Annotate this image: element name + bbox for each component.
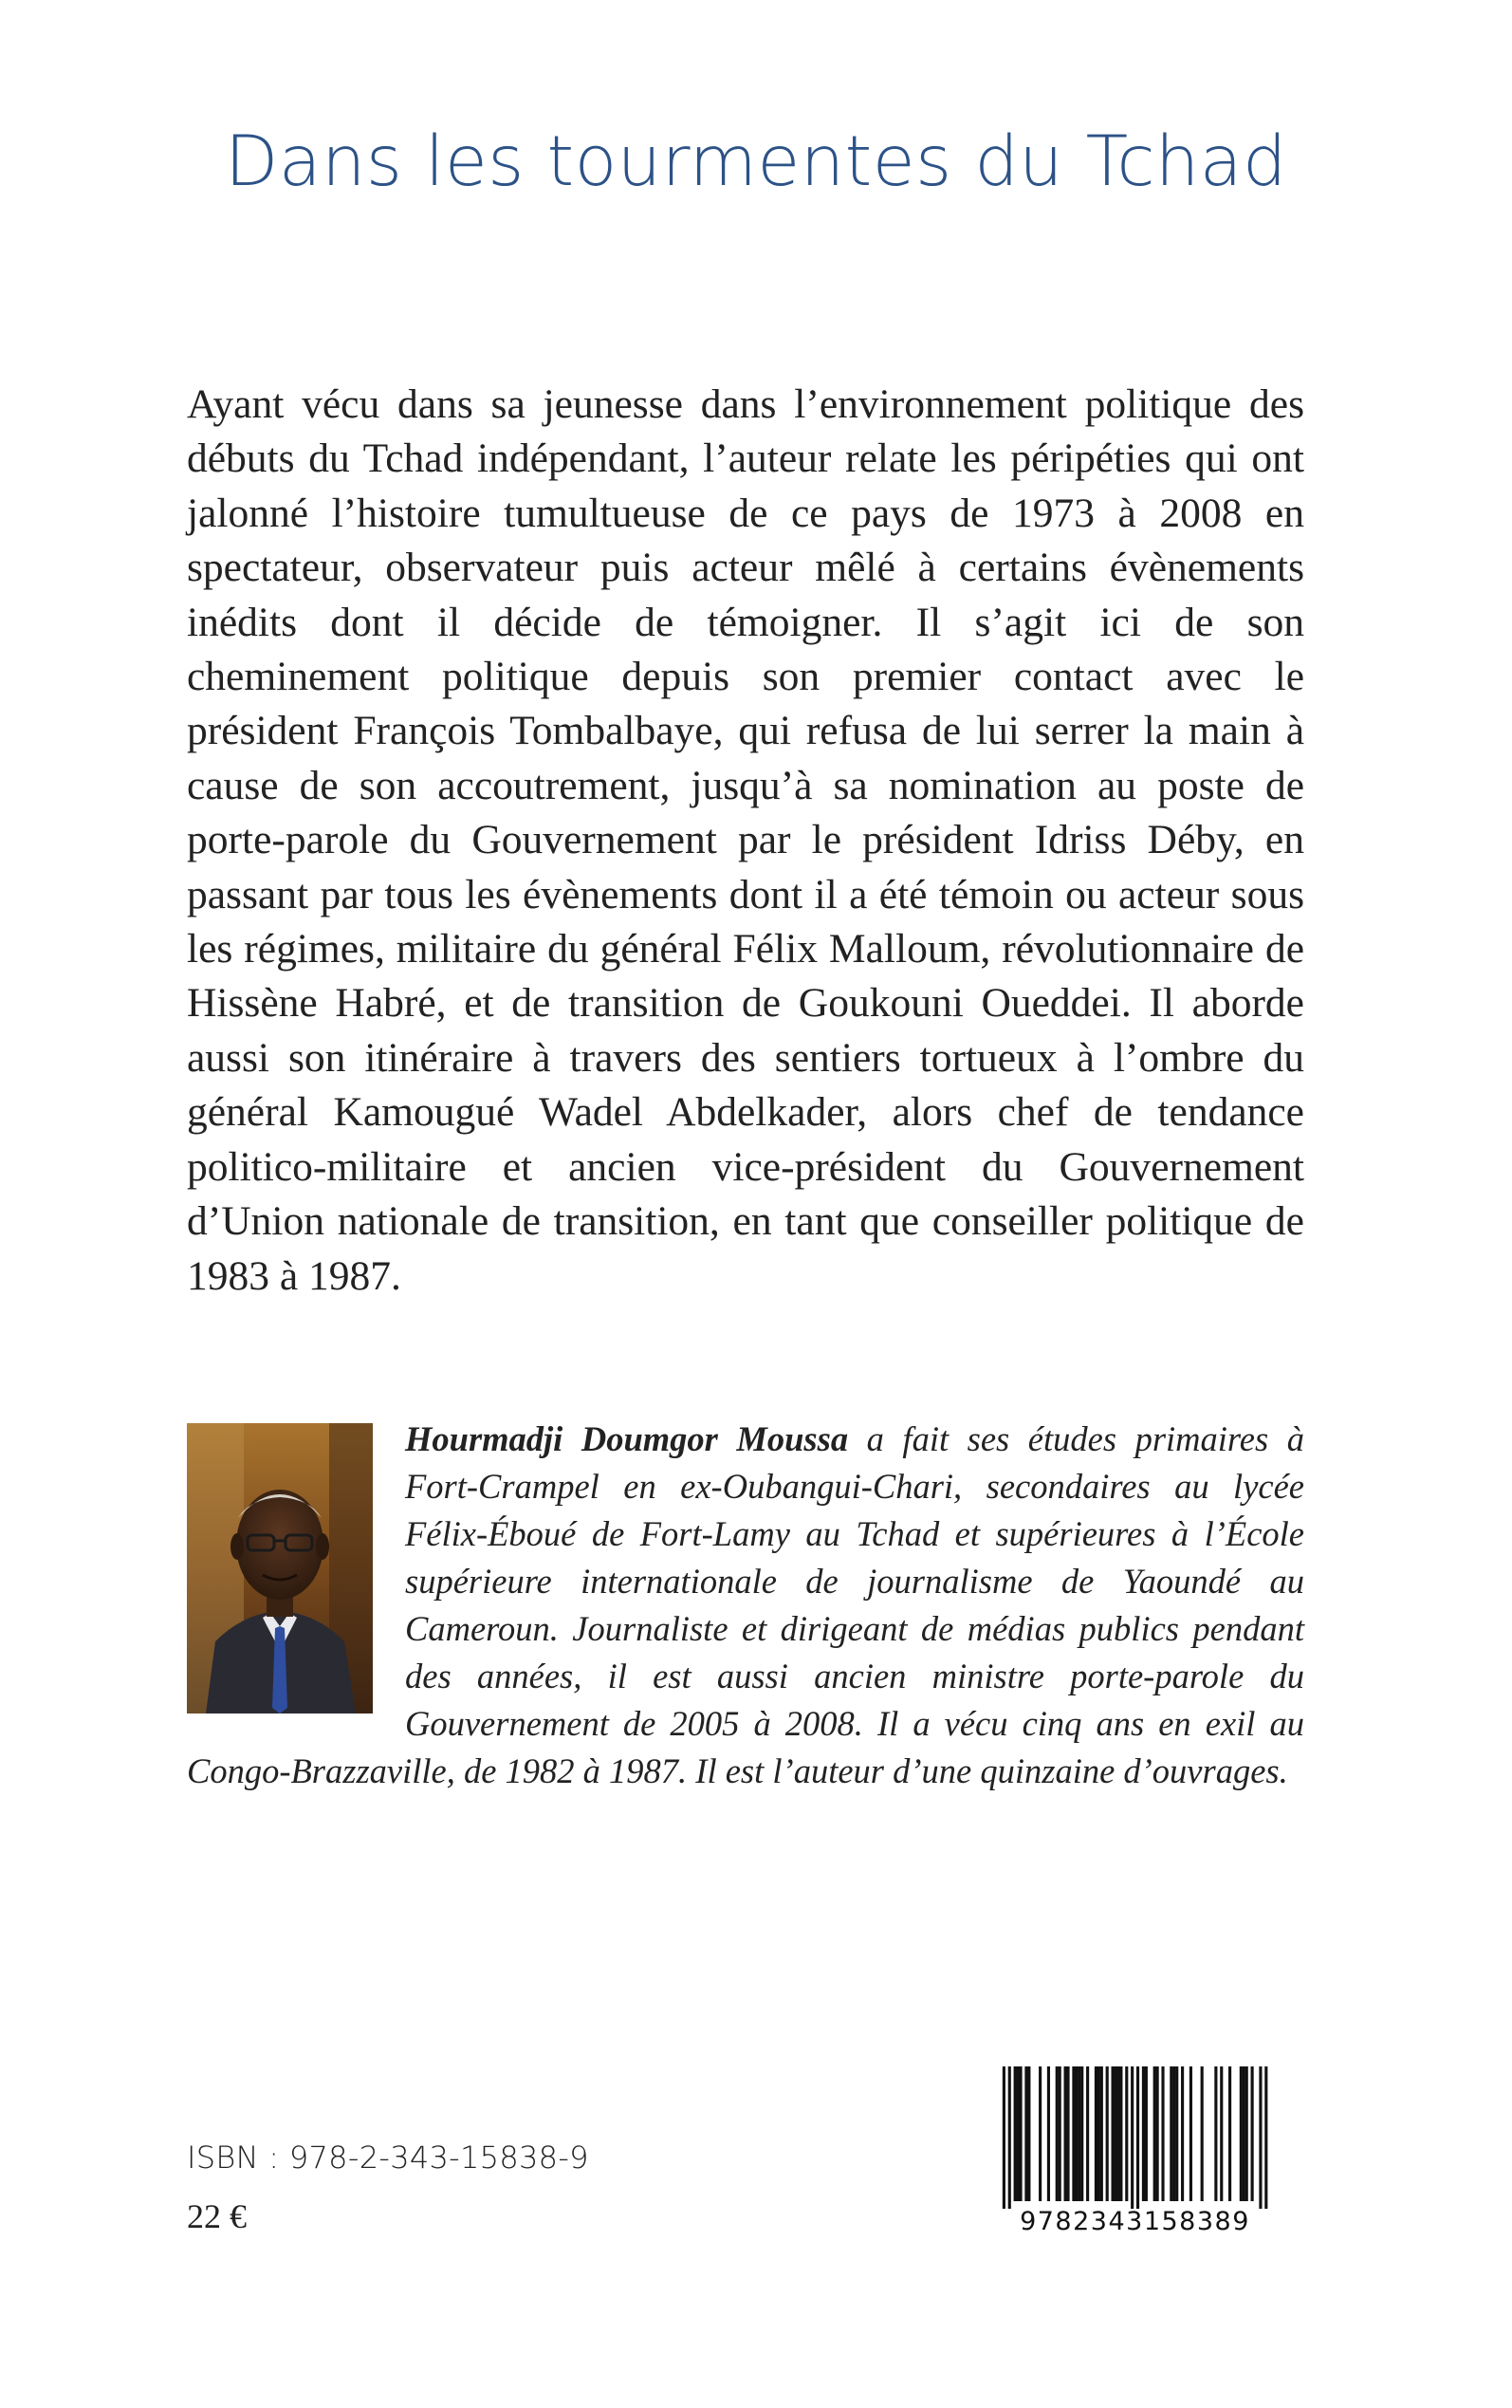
barcode-bar — [1008, 2066, 1011, 2209]
barcode-digits: 9782343158389 — [1020, 2207, 1250, 2236]
barcode-bars — [994, 2066, 1276, 2209]
barcode-bar — [1201, 2066, 1204, 2201]
isbn: ISBN : 978-2-343-15838-9 — [187, 2139, 589, 2176]
barcode-bar — [1116, 2066, 1119, 2201]
author-bio-text: a fait ses études primaires à Fort-Crampel en ex-Oubangui-Chari, secondaires au lycée Félix-Éboué de Fort-Lamy au Tchad et supérieures à l’École supérieure internationale de journalisme de Yaoundé au Cameroun. Journaliste et dirigeant de médias publics pendant des années, il est aussi ancien ministre porte-parole du Gouvernement de 2005 à 2008. Il a vécu cinq ans en exil au Congo-Brazzaville, de 1982 à 1987. Il est l’auteur d’une quinzaine d’ouvrages. — [187, 1419, 1304, 1790]
barcode-bar — [1181, 2066, 1184, 2201]
barcode-bar — [1259, 2066, 1262, 2209]
barcode-bar — [1136, 2066, 1139, 2209]
barcode-bar — [1106, 2066, 1109, 2201]
barcode-bar — [1095, 2066, 1097, 2201]
barcode — [994, 2066, 1276, 2245]
barcode-bar — [1014, 2066, 1017, 2201]
barcode-bar — [1243, 2066, 1245, 2201]
barcode-bar — [1240, 2066, 1243, 2201]
author-section — [187, 1416, 1304, 1795]
barcode-bar — [1056, 2066, 1059, 2201]
barcode-bar — [1039, 2066, 1042, 2201]
barcode-bar — [1245, 2066, 1248, 2201]
barcode-bar — [1024, 2066, 1027, 2201]
barcode-bar — [1156, 2066, 1159, 2201]
barcode-bar — [1019, 2066, 1022, 2201]
author-photo — [187, 1423, 373, 1713]
barcode-bar — [1097, 2066, 1100, 2201]
book-summary: Ayant vécu dans sa jeunesse dans l’environnement politique des débuts du Tchad indépendant, l’auteur relate les péripéties qui ont jalonné l’histoire tumultueuse de ce pays de 1973 à 2008 en spectateur, observateur puis acteur mêlé à certains évènements inédits dont il décide de témoigner. Il s’agit ici de son cheminement politique depuis son premier contact avec le président François Tombalbaye, qui refusa de lui serrer la main à cause de son accoutrement, jusqu’à sa nomination au poste de porte-parole du Gouvernement par le président Idriss Déby, en passant par tous les évènements dont il a été témoin ou acteur sous les régimes, militaire du général Félix Malloum, révolutionnaire de Hissène Habré, et de transition de Goukouni Oueddei. Il aborde aussi son itinéraire à travers des sentiers tortueux à l’ombre du général Kamougué Wadel Abdelkader, alors chef de tendance politico-militaire et ancien vice-président du Gouvernement d’Union nationale de transition, en tant que conseiller politique de 1983 à 1987. — [187, 381, 1304, 1299]
barcode-bar — [1119, 2066, 1122, 2201]
barcode-bar — [1125, 2066, 1128, 2201]
barcode-bar — [1066, 2066, 1069, 2201]
barcode-bar — [1228, 2066, 1231, 2201]
barcode-bar — [1027, 2066, 1030, 2201]
barcode-bar — [1100, 2066, 1103, 2201]
barcode-bar — [1170, 2066, 1172, 2201]
barcode-bar — [1114, 2066, 1116, 2201]
barcode-bar — [1264, 2066, 1267, 2209]
price: 22 € — [187, 2197, 247, 2235]
barcode-bar — [1017, 2066, 1020, 2201]
barcode-bar — [1131, 2066, 1134, 2209]
barcode-bar — [1112, 2066, 1115, 2201]
barcode-bar — [1220, 2066, 1223, 2201]
barcode-bar — [1078, 2066, 1080, 2201]
barcode-bar — [1047, 2066, 1050, 2201]
barcode-bar — [1080, 2066, 1083, 2201]
barcode-bar — [1075, 2066, 1078, 2201]
barcode-bar — [1189, 2066, 1192, 2201]
barcode-bar — [1064, 2066, 1067, 2201]
barcode-bar — [1161, 2066, 1164, 2201]
barcode-bar — [1142, 2066, 1145, 2201]
barcode-bar — [1172, 2066, 1175, 2201]
barcode-bar — [1059, 2066, 1061, 2201]
barcode-bar — [1251, 2066, 1254, 2201]
barcode-bar — [1086, 2066, 1089, 2201]
book-title: Dans les tourmentes du Tchad — [225, 121, 1287, 202]
barcode-bar — [1003, 2066, 1005, 2209]
barcode-bar — [1145, 2066, 1148, 2201]
barcode-bar — [1153, 2066, 1156, 2201]
author-name: Hourmadji Doumgor Moussa — [405, 1419, 849, 1458]
barcode-bar — [1175, 2066, 1178, 2201]
barcode-bar — [1072, 2066, 1075, 2201]
barcode-bar — [1214, 2066, 1217, 2201]
